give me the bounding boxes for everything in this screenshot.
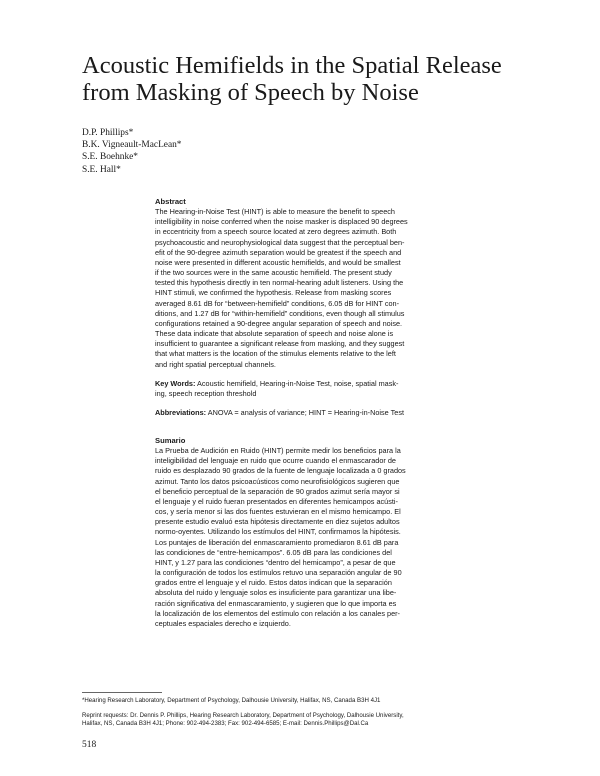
text-line: that what matters is the location of the stimulus elements relative to the left — [155, 349, 396, 359]
article-title: Acoustic Hemifields in the Spatial Release from Masking of Speech by Noise — [82, 52, 502, 106]
text-line: if the two sources were in the same acoustic hemifield. The present study — [155, 268, 392, 278]
text-line: absoluta del ruido y lenguaje solos es insuficiente para garantizar una libe- — [155, 588, 397, 598]
sumario-body — [155, 446, 445, 629]
author: D.P. Phillips* — [82, 128, 134, 138]
sumario-heading: Sumario — [155, 436, 186, 445]
keywords-text: Acoustic hemifield, Hearing-in-Noise Test, noise, spatial mask- — [195, 379, 399, 388]
keywords-line: ing, speech reception threshold — [155, 389, 257, 399]
text-line: ración significativa del enmascaramiento, y sugieren que lo que importa es — [155, 598, 397, 608]
text-line: The Hearing-in-Noise Test (HINT) is able to measure the benefit to speech — [155, 207, 395, 217]
keywords-label: Key Words: — [155, 379, 196, 388]
text-line: ruido es desplazado 90 grados de la fuente de lenguaje localizada a 0 grados — [155, 466, 406, 476]
text-line: efit of the 90-degree azimuth separation would be greatest if the speech and — [155, 247, 402, 257]
author: S.E. Boehnke* — [82, 152, 138, 163]
affiliation-footnote — [82, 697, 522, 705]
abbreviations-label: Abbreviations: — [155, 408, 207, 417]
author-list — [82, 127, 182, 176]
text-line: azimut. Tanto los datos psicoacústicos como neurofisiológicos sugieren que — [155, 476, 400, 486]
text-line: These data indicate that absolute separation of speech and noise alone is — [155, 329, 394, 339]
text-line: la localización de los elementos del estímulo con relación a los canales per- — [155, 608, 400, 618]
text-line: and right spatial perceptual channels. — [155, 359, 276, 369]
text-line: La Prueba de Audición en Ruido (HINT) permite medir los beneficios para la — [155, 446, 401, 456]
author: S.E. Hall* — [82, 164, 121, 175]
abstract-heading: Abstract — [155, 197, 186, 206]
keywords-section — [155, 379, 445, 399]
text-line: configurations retained a 90-degree angular separation of speech and noise. — [155, 318, 403, 328]
footnote-line: Reprint requests: Dr. Dennis P. Phillips, Hearing Research Laboratory, Department of Psychology, Dalhousie University, — [82, 712, 404, 719]
abstract-body — [155, 207, 445, 370]
abbreviations-text: ANOVA = analysis of variance; HINT = Hearing-in-Noise Test — [206, 408, 405, 417]
text-line: el lenguaje y el ruido fueran presentados en diferentes hemicampos acústi- — [155, 496, 398, 506]
abbreviations-line — [155, 408, 445, 418]
reprint-footnote — [82, 712, 522, 729]
text-line: inteligibilidad del lenguaje en ruido que ocurre cuando el enmascarador de — [155, 456, 396, 466]
text-line: averaged 8.61 dB for “between-hemifield” conditions, 6.05 dB for HINT con- — [155, 298, 400, 308]
text-line: noise were presented in different acoustic hemifields, and would be smallest — [155, 257, 401, 267]
text-line: las condiciones de “entre-hemicampos”. 6.05 dB para las condiciones del — [155, 547, 392, 557]
text-line: ceptuales espaciales derecho e izquierdo. — [155, 618, 291, 628]
text-line: el beneficio perceptual de la separación de 90 grados azimut sería mayor si — [155, 486, 400, 496]
text-line: intelligibility in noise conferred when the noise masker is displaced 90 degrees — [155, 217, 408, 227]
page-number: 518 — [82, 740, 97, 750]
sumario-section — [155, 436, 445, 629]
text-line: psychoacoustic and neurophysiological data suggest that the perceptual ben- — [155, 237, 405, 247]
footnote-line: *Hearing Research Laboratory, Department of Psychology, Dalhousie University, Halifax, NS, Canada B3H 4J1 — [82, 697, 381, 704]
text-line: HINT stimuli, we confirmed the hypothesis. Release from masking scores — [155, 288, 392, 298]
text-line: in eccentricity from a speech source located at zero degrees azimuth. Both — [155, 227, 397, 237]
abbreviations-section — [155, 408, 445, 418]
text-line: HINT, y 1.27 para las condiciones “dentro del hemicampo”, a pesar de que — [155, 557, 396, 567]
footnote-line: Halifax, NS, Canada B3H 4J1; Phone: 902-494-2383; Fax: 902-494-6585; E-mail: Dennis.Phillips@Dal.Ca — [82, 720, 369, 728]
text-line: ditions, and 1.27 dB for “within-hemifield” conditions, even though all stimulus — [155, 308, 405, 318]
text-line: normo-oyentes. Utilizando los estímulos del HINT, confirmamos la hipótesis. — [155, 527, 401, 537]
text-line: grados entre el lenguaje y el ruido. Estos datos indican que la separación — [155, 578, 392, 588]
footnote-divider — [82, 692, 162, 693]
author: B.K. Vigneault-MacLean* — [82, 140, 182, 151]
abstract-section — [155, 197, 445, 370]
text-line: insufficient to guarantee a significant release from masking, and they suggest — [155, 339, 405, 349]
keywords-line — [155, 379, 445, 389]
text-line: cos, y sería menor si las dos fuentes estuvieran en el mismo hemicampo. El — [155, 507, 401, 517]
text-line: Los puntajes de liberación del enmascaramiento promediaron 8.61 dB para — [155, 537, 399, 547]
text-line: la configuración de todos los estímulos retuvo una separación angular de 90 — [155, 568, 402, 578]
text-line: presente estudio evaluó esta hipótesis directamente en diez sujetos adultos — [155, 517, 400, 527]
text-line: tested this hypothesis directly in ten normal-hearing adult listeners. Using the — [155, 278, 404, 288]
